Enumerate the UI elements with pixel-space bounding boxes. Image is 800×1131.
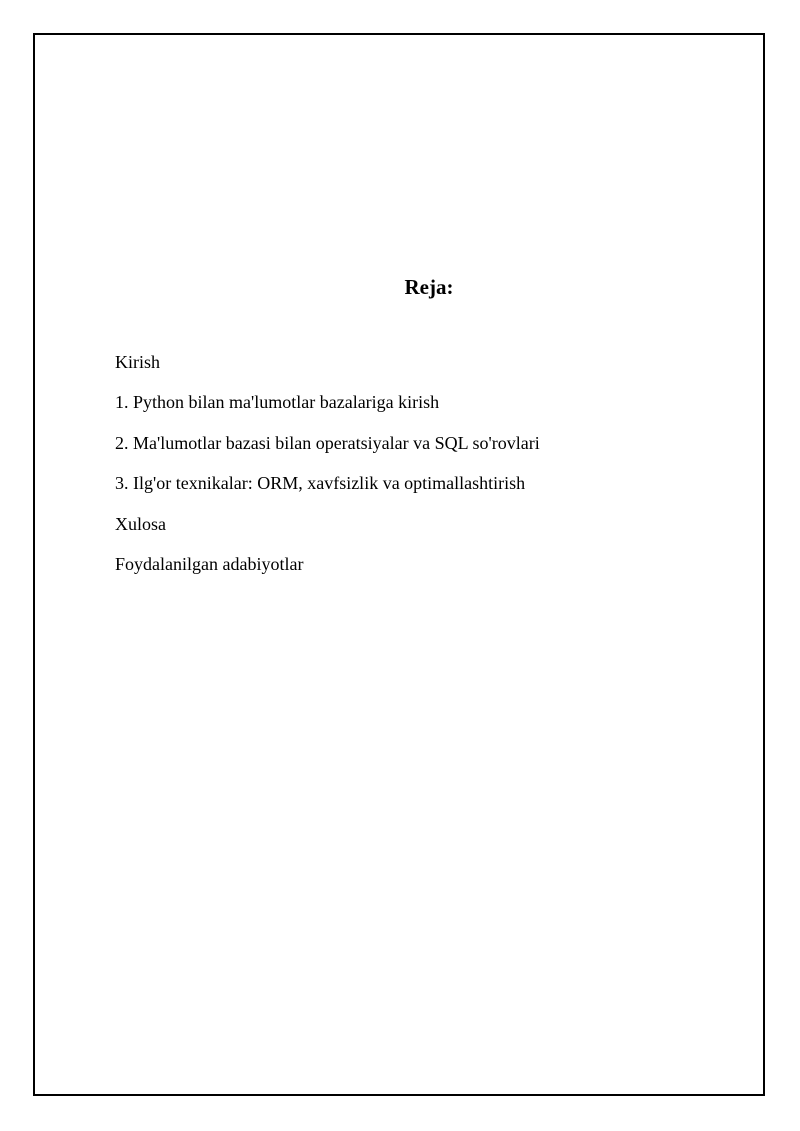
toc-item-chapter-3: 3. Ilg'or texnikalar: ORM, xavfsizlik va optimallashtirish: [115, 473, 526, 494]
toc-item-conclusion: Xulosa: [115, 513, 166, 534]
page-title: Reja:: [404, 275, 454, 299]
toc-item-references: Foydalanilgan adabiyotlar: [115, 553, 304, 574]
toc-item-introduction: Kirish: [115, 352, 160, 372]
toc-item-chapter-2: 2. Ma'lumotlar bazasi bilan operatsiyalar va SQL so'rovlari: [115, 432, 540, 453]
toc-item-chapter-1: 1. Python bilan ma'lumotlar bazalariga kirish: [115, 392, 440, 413]
table-of-contents: [115, 350, 540, 592]
